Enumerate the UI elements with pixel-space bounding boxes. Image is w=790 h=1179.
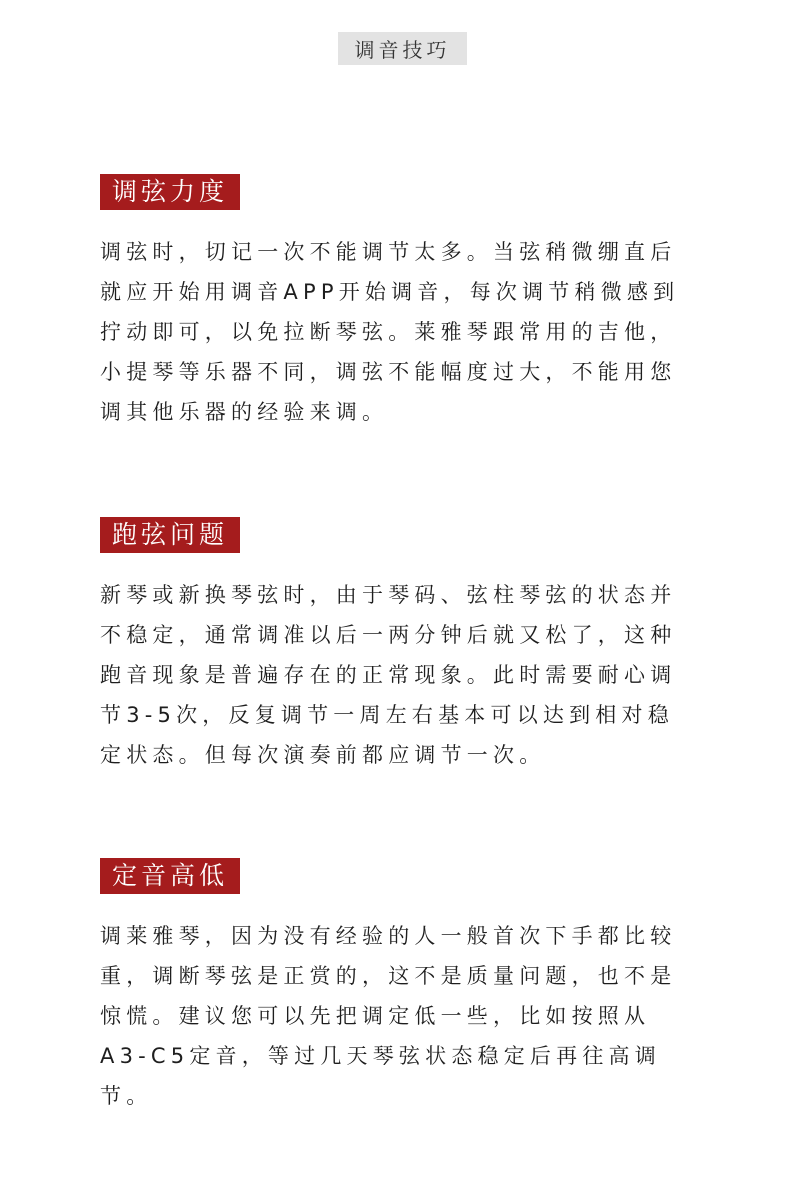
page-title: 调音技巧 [338,32,467,65]
section-heading: 定音高低 [100,858,240,894]
section-string-slipping [100,517,700,775]
section-paragraph: 新琴或新换琴弦时，由于琴码、弦柱琴弦的状态并不稳定，通常调准以后一两分钟后就又松了，这种跑音现象是普遍存在的正常现象。此时需要耐心调节3-5次，反复调节一周左右基本可以达到相对稳定状态。但每次演奏前都应调节一次。 [100,583,677,767]
section-tuning-force [100,174,700,432]
section-pitch-level [100,858,700,1116]
section-paragraph: 调莱雅琴，因为没有经验的人一般首次下手都比较重，调断琴弦是正赏的，这不是质量问题，也不是惊慌。建议您可以先把调定低一些，比如按照从A3-C5定音，等过几天琴弦状态稳定后再往高调节。 [100,924,677,1108]
section-paragraph: 调弦时，切记一次不能调节太多。当弦稍微绷直后就应开始用调音APP开始调音，每次调节稍微感到拧动即可，以免拉断琴弦。莱雅琴跟常用的吉他，小提琴等乐器不同，调弦不能幅度过大，不能用您调其他乐器的经验来调。 [100,240,680,424]
section-heading: 调弦力度 [100,174,240,210]
section-heading: 跑弦问题 [100,517,240,553]
